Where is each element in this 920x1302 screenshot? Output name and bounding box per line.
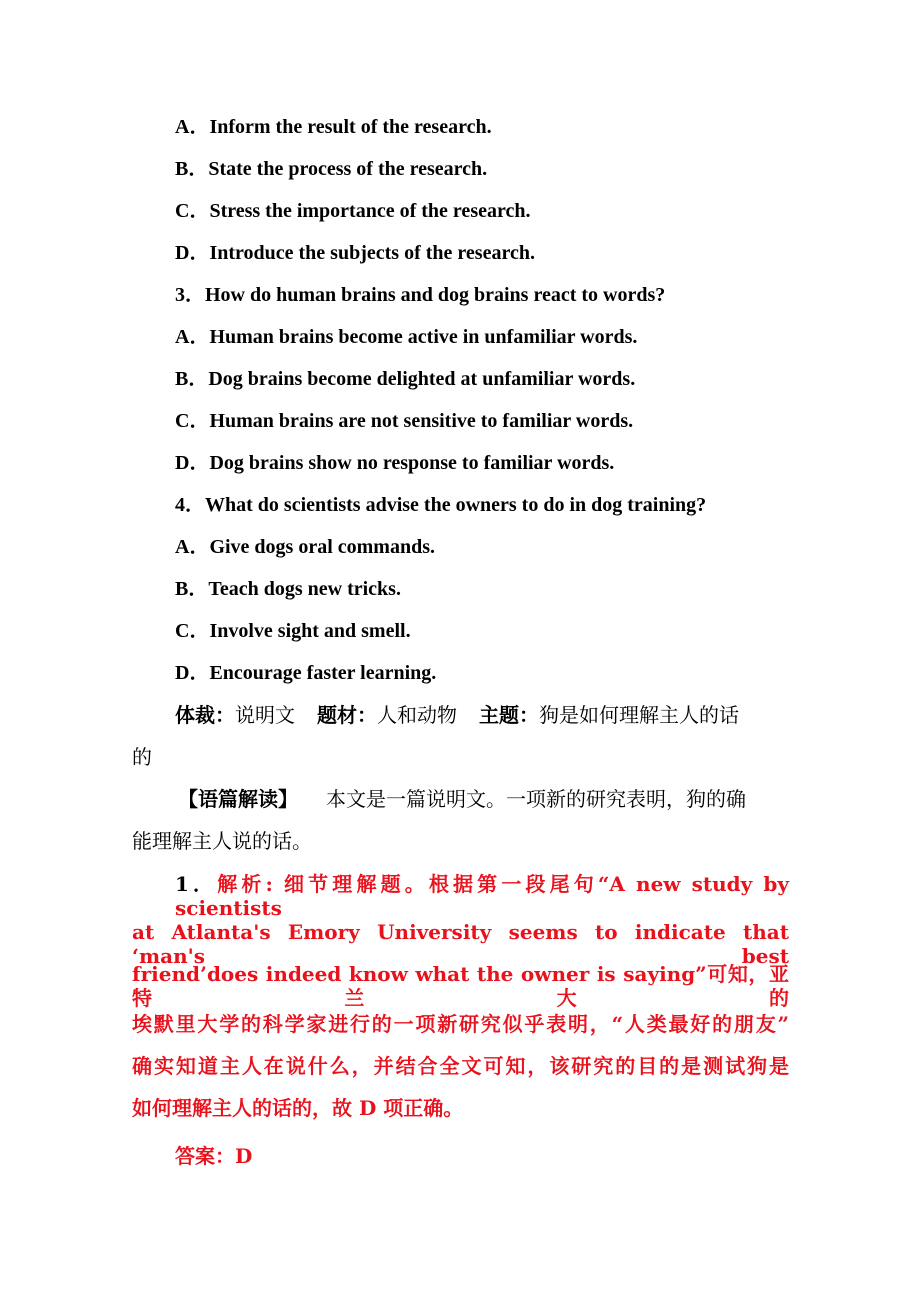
genre-line	[175, 703, 739, 727]
answer-value: D	[235, 1144, 253, 1168]
answer-line	[175, 1144, 252, 1168]
q4-stem: 4．What do scientists advise the owners to do in dog training?	[175, 494, 707, 516]
q2-option-d: D．Introduce the subjects of the research.	[175, 242, 535, 264]
q3-option-c: C．Human brains are not sensitive to familiar words.	[175, 410, 634, 432]
analysis-text-1: 细节理解题。根据第一段尾句“A new study by scientists	[175, 872, 789, 920]
analysis-line-4: 埃默里大学的科学家进行的一项新研究似乎表明，“人类最好的朋友”	[132, 1012, 789, 1036]
theme-value-cont: 的	[132, 745, 152, 769]
analysis-label: 解析:	[217, 872, 273, 896]
q4-option-c: C．Involve sight and smell.	[175, 620, 411, 642]
genre-value: 说明文	[235, 703, 295, 727]
q3-option-b: B．Dog brains become delighted at unfamiliar words.	[175, 368, 636, 390]
passage-reading-line	[178, 787, 746, 811]
q3-option-a: A．Human brains become active in unfamiliar words.	[175, 326, 638, 348]
passage-reading-text: 本文是一篇说明文。一项新的研究表明，狗的确	[326, 787, 746, 811]
passage-reading-text-cont: 能理解主人说的话。	[132, 829, 312, 853]
analysis-line-6: 如何理解主人的话的，故 D 项正确。	[132, 1096, 464, 1120]
q2-option-b: B．State the process of the research.	[175, 158, 488, 180]
topic-label: 题材：	[317, 703, 377, 727]
analysis-line-2: at Atlanta's Emory University seems to indicate that ‘man's best	[132, 920, 789, 968]
topic-value: 人和动物	[377, 703, 457, 727]
q4-option-b: B．Teach dogs new tricks.	[175, 578, 401, 600]
q4-option-d: D．Encourage faster learning.	[175, 662, 437, 684]
q2-option-a: A．Inform the result of the research.	[175, 116, 492, 138]
theme-label: 主题：	[479, 703, 539, 727]
q3-option-d: D．Dog brains show no response to familiar words.	[175, 452, 615, 474]
q3-stem: 3．How do human brains and dog brains react to words?	[175, 284, 666, 306]
answer-label: 答案：	[175, 1144, 235, 1168]
passage-reading-label: 【语篇解读】	[178, 787, 298, 811]
analysis-line-3: friend’does indeed know what the owner is saying”可知，亚特兰大的	[132, 962, 789, 1010]
theme-value: 狗是如何理解主人的话	[539, 703, 739, 727]
q4-option-a: A．Give dogs oral commands.	[175, 536, 435, 558]
analysis-line-5: 确实知道主人在说什么，并结合全文可知，该研究的目的是测试狗是	[132, 1054, 789, 1078]
genre-label: 体裁：	[175, 703, 235, 727]
q2-option-c: C．Stress the importance of the research.	[175, 200, 531, 222]
analysis-line-1	[175, 872, 789, 920]
analysis-number: 1．	[175, 872, 218, 896]
